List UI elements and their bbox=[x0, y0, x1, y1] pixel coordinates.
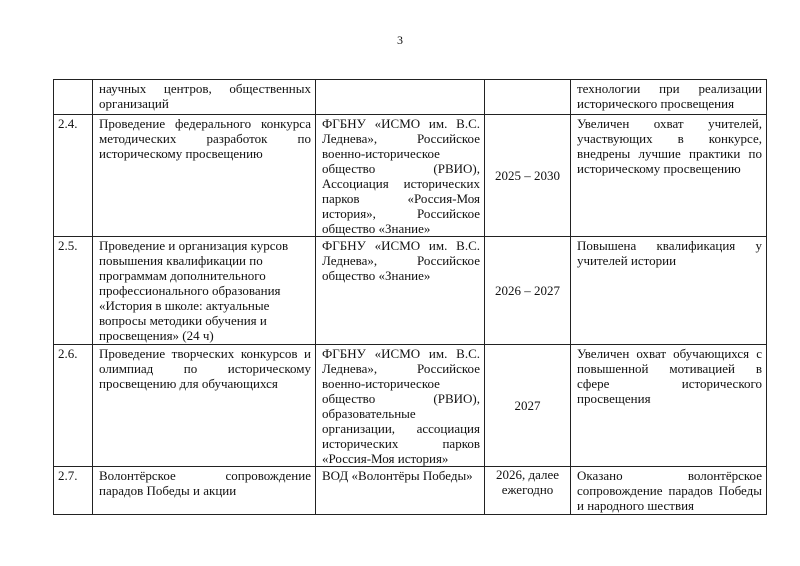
plan-table bbox=[53, 79, 767, 515]
action-cell: Проведение и организация курсов повышения квалификации по программам дополнительного профессионального образования «История в школе: актуальные вопросы методики обучения и просвещения» (24 ч) bbox=[93, 237, 316, 345]
row-number: 2.7. bbox=[54, 467, 93, 515]
table-row bbox=[54, 237, 767, 345]
table-row bbox=[54, 115, 767, 237]
period-cell: 2026 – 2027 bbox=[485, 237, 571, 345]
result-cell: Оказано волонтёрское сопровождение парадов Победы и народного шествия bbox=[571, 467, 767, 515]
row-number: 2.6. bbox=[54, 345, 93, 467]
table-row bbox=[54, 345, 767, 467]
period-cell bbox=[485, 80, 571, 115]
period-cell: 2025 – 2030 bbox=[485, 115, 571, 237]
row-number bbox=[54, 80, 93, 115]
executors-cell: ФГБНУ «ИСМО им. В.С. Леднева», Российское военно-историческое общество (РВИО), Ассоциация исторических парков «Россия-Моя история», Российское общество «Знание» bbox=[316, 115, 485, 237]
result-cell: Увеличен охват учителей, участвующих в конкурсе, внедрены лучшие практики по историческому просвещению bbox=[571, 115, 767, 237]
executors-cell: ФГБНУ «ИСМО им. В.С. Леднева», Российское общество «Знание» bbox=[316, 237, 485, 345]
table-row bbox=[54, 467, 767, 515]
row-number: 2.4. bbox=[54, 115, 93, 237]
result-cell: технологии при реализации исторического просвещения bbox=[571, 80, 767, 115]
executors-cell: ВОД «Волонтёры Победы» bbox=[316, 467, 485, 515]
action-cell: Проведение творческих конкурсов и олимпиад по историческому просвещению для обучающихся bbox=[93, 345, 316, 467]
period-cell: 2027 bbox=[485, 345, 571, 467]
executors-cell bbox=[316, 80, 485, 115]
page-number: 3 bbox=[397, 33, 403, 47]
action-cell: научных центров, общественных организаций bbox=[93, 80, 316, 115]
action-cell: Волонтёрское сопровождение парадов Победы и акции bbox=[93, 467, 316, 515]
executors-cell: ФГБНУ «ИСМО им. В.С. Леднева», Российское военно-историческое общество (РВИО), образовательные организации, ассоциация исторических парков «Россия-Моя история» bbox=[316, 345, 485, 467]
table-row bbox=[54, 80, 767, 115]
result-cell: Увеличен охват обучающихся с повышенной мотивацией в сфере исторического просвещения bbox=[571, 345, 767, 467]
action-cell: Проведение федерального конкурса методических разработок по историческому просвещению bbox=[93, 115, 316, 237]
row-number: 2.5. bbox=[54, 237, 93, 345]
result-cell: Повышена квалификация у учителей истории bbox=[571, 237, 767, 345]
period-cell: 2026, далее ежегодно bbox=[485, 467, 571, 515]
